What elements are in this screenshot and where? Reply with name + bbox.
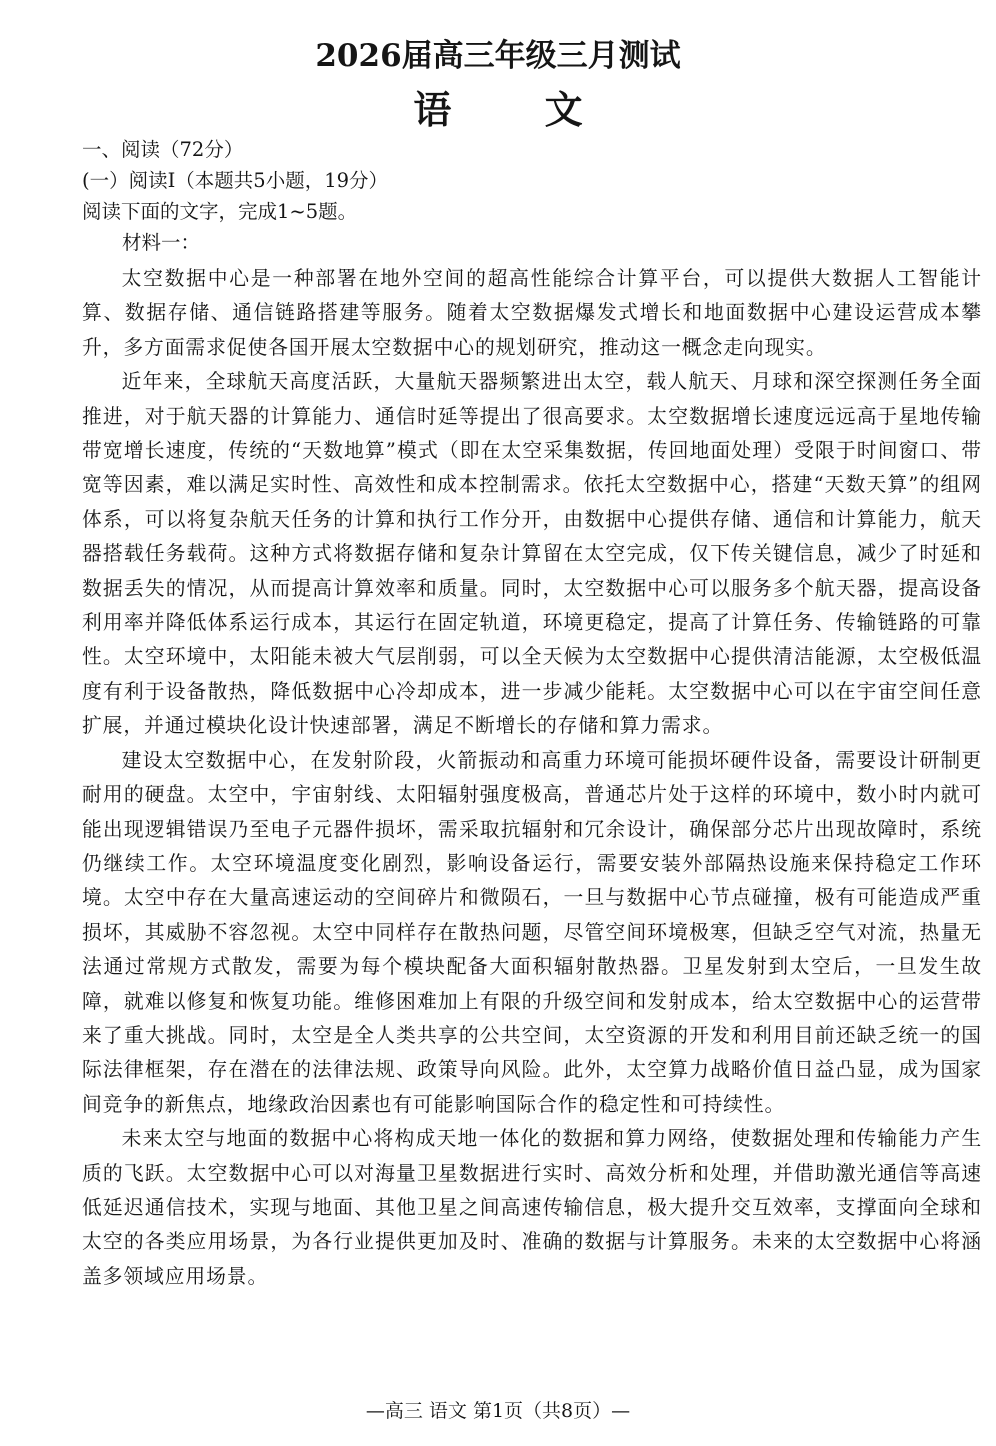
paragraph: 太空数据中心是一种部署在地外空间的超高性能综合计算平台，可以提供大数据人工智能计算、数据存储、通信链路搭建等服务。随着太空数据爆发式增长和地面数据中心建设运营成本攀升，多方面需求促使各国开展太空数据中心的规划研究，推动这一概念走向现实。 <box>82 267 982 359</box>
sub-section-heading: (一）阅读I（本题共5小题，19分） <box>82 169 389 192</box>
material-label: 材料一： <box>122 231 201 254</box>
page-content <box>82 134 982 1294</box>
paragraph: 未来太空与地面的数据中心将构成天地一体化的数据和算力网络，使数据处理和传输能力产生质的飞跃。太空数据中心可以对海量卫星数据进行实时、高效分析和处理，并借助激光通信等高速低延迟通信技术，实现与地面、其他卫星之间高速传输信息，极大提升交互效率，支撑面向全球和太空的各类应用场景，为各行业提供更加及时、准确的数据与计算服务。未来的太空数据中心将涵盖多领域应用场景。 <box>82 1127 982 1288</box>
reading-instruction: 阅读下面的文字，完成1~5题。 <box>82 200 358 223</box>
subject-title: 语 文 <box>413 87 623 132</box>
exam-title: 2026届高三年级三月测试 <box>315 38 681 74</box>
material-text <box>82 262 982 1294</box>
paragraph: 建设太空数据中心，在发射阶段，火箭振动和高重力环境可能损坏硬件设备，需要设计研制更耐用的硬盘。太空中，宇宙射线、太阳辐射强度极高，普通芯片处于这样的环境中，数小时内就可能出现逻辑错误乃至电子元器件损坏，需采取抗辐射和冗余设计，确保部分芯片出现故障时，系统仍继续工作。太空环境温度变化剧烈，影响设备运行，需要安装外部隔热设施来保持稳定工作环境。太空中存在大量高速运动的空间碎片和微陨石，一旦与数据中心节点碰撞，极有可能造成严重损坏，其威胁不容忽视。太空中同样存在散热问题，尽管空间环境极寒，但缺乏空气对流，热量无法通过常规方式散发，需要为每个模块配备大面积辐射散热器。卫星发射到太空后，一旦发生故障，就难以修复和恢复功能。维修困难加上有限的升级空间和发射成本，给太空数据中心的运营带来了重大挑战。同时，太空是全人类共享的公共空间，太空资源的开发和利用目前还缺乏统一的国际法律框架，存在潜在的法律法规、政策导向风险。此外，太空算力战略价值日益凸显，成为国家间竞争的新焦点，地缘政治因素也有可能影响国际合作的稳定性和可持续性。 <box>82 748 982 1116</box>
paragraph: 近年来，全球航天高度活跃，大量航天器频繁进出太空，载人航天、月球和深空探测任务全面推进，对于航天器的计算能力、通信时延等提出了很高要求。太空数据增长速度远远高于星地传输带宽增长速度，传统的“天数地算”模式（即在太空采集数据，传回地面处理）受限于时间窗口、带宽等因素，难以满足实时性、高效性和成本控制需求。依托太空数据中心，搭建“天数天算”的组网体系，可以将复杂航天任务的计算和执行工作分开，由数据中心提供存储、通信和计算能力，航天器搭载任务载荷。这种方式将数据存储和复杂计算留在太空完成，仅下传关键信息，减少了时延和数据丢失的情况，从而提高计算效率和质量。同时，太空数据中心可以服务多个航天器，提高设备利用率并降低体系运行成本，其运行在固定轨道，环境更稳定，提高了计算任务、传输链路的可靠性。太空环境中，太阳能未被大气层削弱，可以全天候为太空数据中心提供清洁能源，太空极低温度有利于设备散热，降低数据中心冷却成本，进一步减少能耗。太空数据中心可以在宇宙空间任意扩展，并通过模块化设计快速部署，满足不断增长的存储和算力需求。 <box>82 370 982 738</box>
section-heading: 一、阅读（72分） <box>82 138 244 161</box>
page-footer: —高三 语文 第1页（共8页）— <box>365 1400 631 1422</box>
